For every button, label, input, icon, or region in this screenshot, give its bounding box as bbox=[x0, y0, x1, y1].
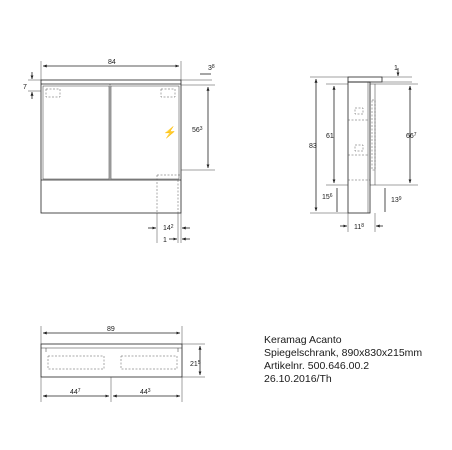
right-hinge-mark bbox=[161, 89, 175, 97]
side-lower-left-label: $15^6$ bbox=[322, 193, 333, 201]
side-top-cap bbox=[348, 77, 382, 82]
left-door bbox=[43, 86, 109, 179]
side-total-label: 83 bbox=[309, 143, 317, 150]
socket-icon: ⚡ bbox=[163, 127, 177, 139]
top-view bbox=[41, 326, 205, 402]
front-gap-label: 1 bbox=[163, 237, 167, 244]
product-description: Spiegelschrank, 890x830x215mm bbox=[264, 347, 423, 359]
side-mirror-label: 61 bbox=[326, 133, 334, 140]
side-hinge-2 bbox=[355, 145, 363, 151]
top-right-compartment bbox=[121, 356, 177, 369]
side-hinge-1 bbox=[355, 108, 363, 114]
top-cabinet-outline bbox=[41, 344, 182, 377]
side-depth-label: $11^8$ bbox=[354, 223, 365, 231]
drawing-date: 26.10.2016/Th bbox=[264, 373, 332, 385]
front-bottom-right-label: $14^2$ bbox=[163, 224, 174, 232]
top-left-half-label: $44^7$ bbox=[70, 388, 81, 396]
side-light-strip bbox=[372, 100, 375, 170]
side-upper-label: $66^7$ bbox=[406, 132, 417, 140]
front-view bbox=[23, 59, 215, 244]
side-lower-right-label: $13^9$ bbox=[391, 196, 402, 204]
product-info bbox=[264, 334, 422, 386]
front-outlet-label: $56^3$ bbox=[192, 126, 203, 134]
product-brand: Keramag Acanto bbox=[264, 334, 342, 346]
top-left-compartment bbox=[48, 356, 104, 369]
top-width-label: 89 bbox=[107, 326, 115, 333]
front-width-label: 84 bbox=[108, 59, 116, 66]
side-view bbox=[309, 65, 418, 232]
top-depth-label: $21^5$ bbox=[190, 360, 201, 368]
front-top-offset-label: $3^8$ bbox=[208, 64, 215, 72]
top-right-half-label: $44^3$ bbox=[140, 388, 151, 396]
product-article-number: Artikelnr. 500.646.00.2 bbox=[264, 360, 370, 372]
side-cabinet-outline bbox=[348, 82, 370, 213]
side-top-label: 1 bbox=[394, 65, 398, 72]
front-strip-label: 7 bbox=[23, 84, 27, 91]
left-hinge-mark bbox=[46, 89, 60, 97]
